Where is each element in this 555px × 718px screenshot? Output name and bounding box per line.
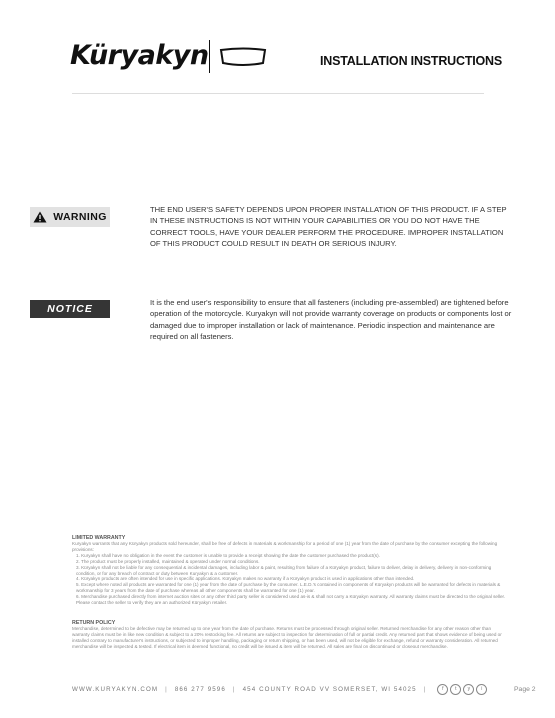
warranty-item: 6. Merchandise purchased directly from internet auction sites or any other third party seller is considered used as-is & shall not carry a Küryakyn warranty. All warranty claims must be directed to the original seller. Please contact the seller to verify they are an authorized Küryakyn retailer. [76,594,506,606]
footer-separator: | [232,686,236,693]
warning-badge [30,207,110,227]
return-policy-heading: RETURN POLICY [72,620,116,626]
warranty-item: 4. Küryakyn products are often intended for use in specific applications. Küryakyn makes no warranty if a Küryakyn product is used in applications other than intended. [76,576,415,582]
brand-logo: Küryakyn [70,40,209,71]
logo-divider [209,40,210,73]
warning-triangle-icon [33,211,47,223]
return-policy-text: Merchandise, determined to be defective may be returned up to one year from the date of purchase. Returns must be processed through original seller. Returned merchandise for any other reason other than warranty claims must be in like new condition & subject to a 20% restocking fee. All returns are subject to inspection for determination of full or partial credit. Any returned part that shows evidence of being used or installed contrary to manufacturer's instructions, or subjected to improper handling, packaging or return shipping, or has been used, will not be eligible for exchange, refund or warranty consideration. All returned merchandise will be inspected & tested. If electrical item is deemed functional, no credit will be issued & item will be returned. All sales are final on discontinued or closeout merchandise. [72,626,502,649]
warranty-list [72,553,508,606]
social-links [437,684,489,695]
warning-text: THE END USER'S SAFETY DEPENDS UPON PROPER INSTALLATION OF THIS PRODUCT. IF A STEP IN THESE INSTRUCTIONS IS NOT WITHIN YOUR CAPABILITIES OR YOU DO NOT HAVE THE CORRECT TOOLS, HAVE YOUR DEALER PERFORM THE PROCEDURE. IMPROPER INSTALLATION OF THIS PRODUCT COULD RESULT IN DEATH OR SERIOUS INJURY. [150,205,507,249]
kuryakyn-emblem-icon [218,46,268,68]
notice-badge [30,300,110,318]
page-number: Page 2 [514,686,536,693]
limited-warranty-section [72,535,508,606]
warranty-item: 5. Except where noted all products are warranted for one (1) year from the date of purchase by the consumer. L.E.D.'s contained in components of Küryakyn products will be warranted for defects in materials & workmanship for 3 years from the date of purchase whereas all other components shall be warranted for one (1) year. [76,582,501,594]
return-policy-section [72,620,508,650]
footer-website-link[interactable]: WWW.KURYAKYN.COM [72,686,159,693]
notice-label: NOTICE [47,303,93,315]
footer [72,684,512,695]
facebook-icon[interactable]: f [437,684,448,695]
warranty-item: 1. Kuryakyn shall have no obligation in the event the customer is unable to provide a receipt showing the date the customer purchased the product(s). [76,552,380,558]
footer-separator: | [165,686,168,693]
warranty-intro: Kuryakyn warrants that any Küryakyn products sold hereunder, shall be free of defects in materials & workmanship for a period of one (1) year from the date of purchase by the consumer excepting the following provisions: [72,541,498,552]
document-title: INSTALLATION INSTRUCTIONS [320,54,503,68]
notice-text: It is the end user's responsibility to ensure that all fasteners (including pre-assembled) are tightened before operation of the motorcycle. Kuryakyn will not provide warranty coverage on products or components lost or damaged due to improper installation or lack of maintenance. Periodic inspection and maintenance are required on all fasteners. [150,298,512,342]
header-divider [72,93,484,94]
warranty-item: 3. Küryakyn shall not be liable for any consequential & incidental damages, including labor & paint, resulting from failure of a Küryakyn product, failure to deliver, delay in delivery, delivery in non-conforming condition, or for any breach of contract or duty between Kuryakyn & a customer. [76,564,492,576]
warning-label: WARNING [53,211,107,223]
footer-phone: 866 277 9596 [174,686,226,693]
instagram-icon[interactable]: i [476,684,487,695]
warranty-heading: LIMITED WARRANTY [72,535,126,541]
twitter-icon[interactable]: t [450,684,461,695]
footer-address: 454 COUNTY ROAD VV SOMERSET, WI 54025 [242,686,417,693]
warranty-item: 2. The product must be properly installed, maintained & operated under normal conditions. [76,558,260,564]
footer-separator: | [423,686,427,693]
youtube-icon[interactable]: y [463,684,474,695]
